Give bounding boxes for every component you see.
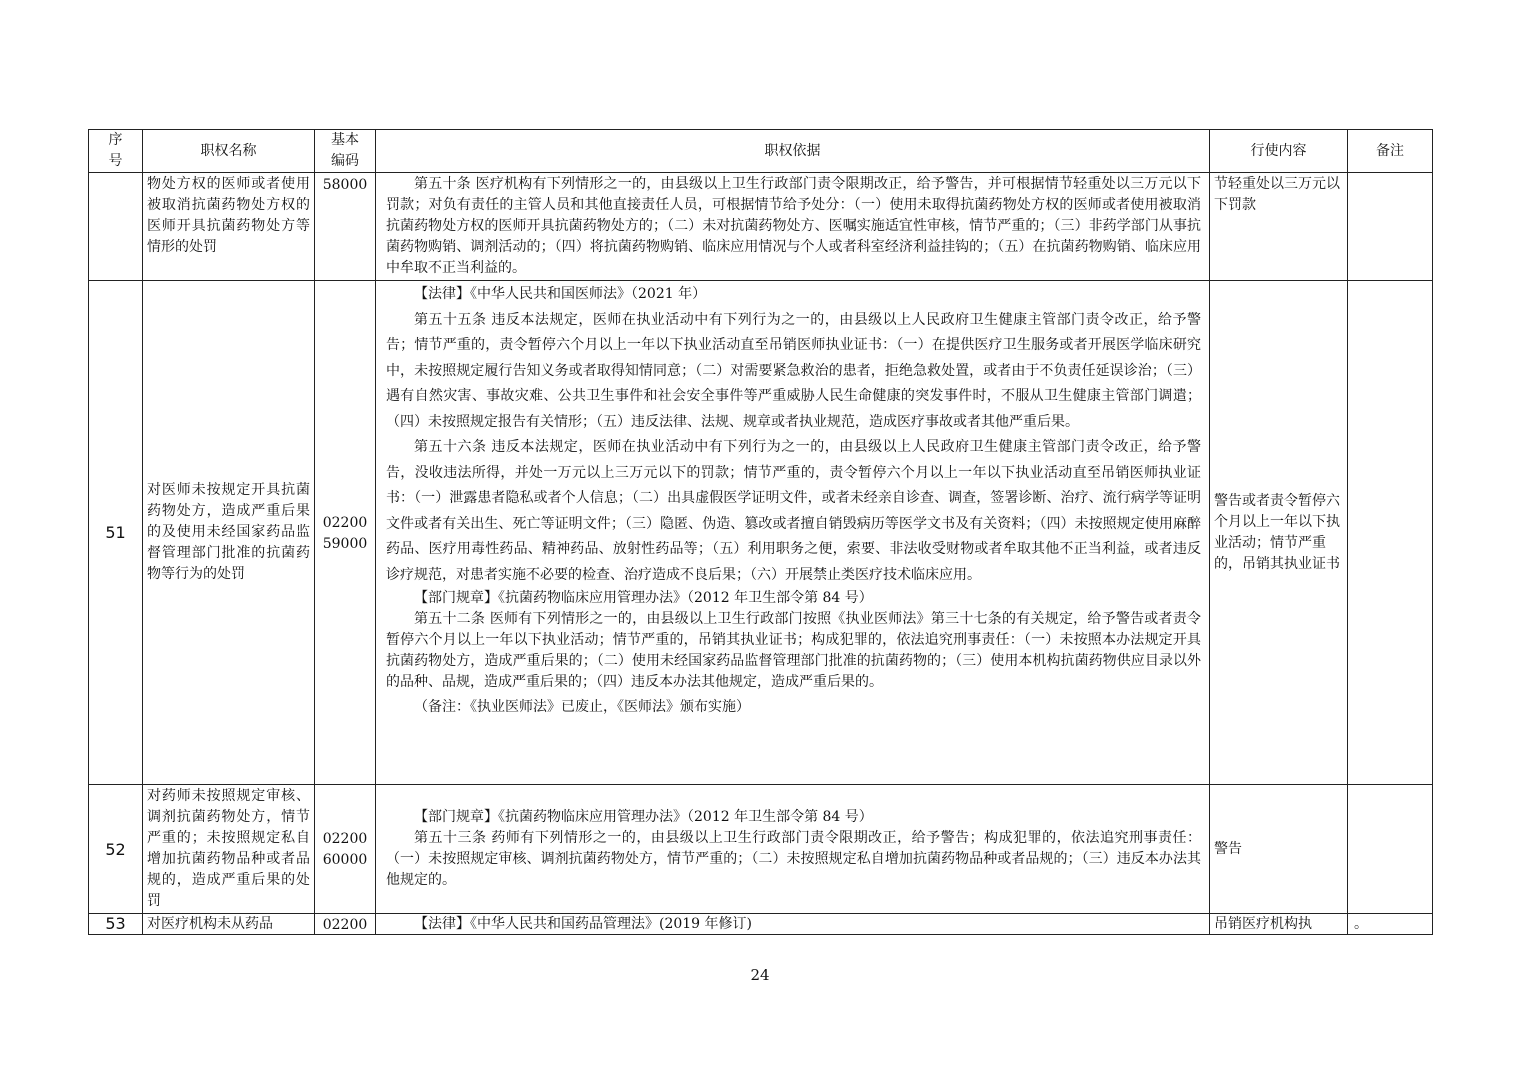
header-seq-line1: 序: [108, 132, 123, 148]
row-basis: [376, 281, 1210, 785]
row-code: [315, 785, 376, 914]
row-basis: [376, 914, 1210, 935]
table-row: [89, 785, 1433, 914]
row-code: [315, 914, 376, 935]
row-basis: [376, 785, 1210, 914]
basis-note: （备注：《执业医师法》已废止，《医师法》颁布实施）: [414, 699, 750, 715]
basis-paragraph: 第五十条 医疗机构有下列情形之一的，由县级以上卫生行政部门责令限期改正，给予警告，并可根据情节轻重处以三万元以下罚款；对负有责任的主管人员和其他直接责任人员，可根据情节给予处分：（一）使用未取得抗菌药物处方权的医师或者使用被取消抗菌药物处方权的医师开具抗菌药物处方的；（二）未对抗菌药物处方、医嘱实施适宜性审核，情节严重的；（三）非药学部门从事抗菌药物购销、调剂活动的；（四）将抗菌药物购销、临床应用情况与个人或者科室经济利益挂钩的；（五）在抗菌药物购销、临床应用中牟取不正当利益的。: [386, 176, 1201, 276]
header-name: 职权名称: [143, 130, 315, 173]
row-remark: [1348, 281, 1433, 785]
header-seq: [89, 130, 143, 173]
authority-table: [88, 129, 1433, 935]
header-row: [89, 130, 1433, 173]
row-code: [315, 281, 376, 785]
row-seq: 53: [89, 914, 143, 935]
row-code-line: 59000: [322, 535, 368, 552]
row-code-line: 02200: [322, 831, 368, 847]
row-name: 对医师未按规定开具抗菌药物处方，造成严重后果的及使用未经国家药品监督管理部门批准的抗菌药物等行为的处罚: [143, 281, 315, 785]
row-name: 对医疗机构未从药品: [143, 914, 315, 935]
row-code: [315, 173, 376, 281]
header-basis: 职权依据: [376, 130, 1210, 173]
header-action: 行使内容: [1210, 130, 1348, 173]
basis-source-title: 【法律】《中华人民共和国药品管理法》(2019 年修订): [414, 916, 753, 932]
basis-paragraph: 第五十三条 药师有下列情形之一的，由县级以上卫生行政部门责令限期改正，给予警告；构成犯罪的，依法追究刑事责任：（一）未按照规定审核、调剂抗菌药物处方，情节严重的；（二）未按照规定私自增加抗菌药物品种或者品规的；（三）违反本办法其他规定的。: [386, 830, 1201, 888]
row-basis: [376, 173, 1210, 281]
header-code-line2: 编码: [331, 153, 359, 169]
row-name: 物处方权的医师或者使用被取消抗菌药物处方权的医师开具抗菌药物处方等情形的处罚: [143, 173, 315, 281]
header-code: [315, 130, 376, 173]
basis-paragraph: 第五十二条 医师有下列情形之一的，由县级以上卫生行政部门按照《执业医师法》第三十七条的有关规定，给予警告或者责令暂停六个月以上一年以下执业活动；情节严重的，吊销其执业证书；构成犯罪的，依法追究刑事责任：（一）未按照本办法规定开具抗菌药物处方，造成严重后果的；（二）使用未经国家药品监督管理部门批准的抗菌药物的；（三）使用本机构抗菌药物供应目录以外的品种、品规，造成严重后果的；（四）违反本办法其他规定，造成严重后果的。: [386, 611, 1201, 690]
row-code-line: 60000: [322, 852, 368, 868]
basis-source-title: 【法律】《中华人民共和国医师法》（2021 年）: [414, 286, 707, 302]
row-action: 节轻重处以三万元以下罚款: [1210, 173, 1348, 281]
basis-source-title: 【部门规章】《抗菌药物临床应用管理办法》（2012 年卫生部令第 84 号）: [414, 809, 873, 825]
row-seq: [89, 173, 143, 281]
basis-paragraph: 第五十五条 违反本法规定，医师在执业活动中有下列行为之一的，由县级以上人民政府卫生健康主管部门责令改正，给予警告；情节严重的，责令暂停六个月以上一年以下执业活动直至吊销医师执业证书：（一）在提供医疗卫生服务或者开展医学临床研究中，未按照规定履行告知义务或者取得知情同意；（二）对需要紧急救治的患者，拒绝急救处置，或者由于不负责任延误诊治；（三）遇有自然灾害、事故灾难、公共卫生事件和社会安全事件等严重威胁人民生命健康的突发事件时，不服从卫生健康主管部门调遣；（四）未按照规定报告有关情形；（五）违反法律、法规、规章或者执业规范，造成医疗事故或者其他严重后果。: [386, 311, 1201, 430]
row-action: 吊销医疗机构执: [1210, 914, 1348, 935]
row-seq: 51: [89, 281, 143, 785]
row-code-line: 02200: [322, 514, 368, 531]
header-seq-line2: 号: [108, 153, 123, 169]
table-row: [89, 173, 1433, 281]
row-action: 警告或者责令暂停六个月以上一年以下执业活动；情节严重的，吊销其执业证书: [1210, 281, 1348, 785]
row-remark: [1348, 173, 1433, 281]
header-remark: 备注: [1348, 130, 1433, 173]
basis-source-title: 【部门规章】《抗菌药物临床应用管理办法》（2012 年卫生部令第 84 号）: [414, 590, 873, 606]
row-code-line: 58000: [322, 177, 368, 193]
table-row: [89, 281, 1433, 785]
page-number: 24: [750, 966, 770, 984]
row-remark: [1348, 785, 1433, 914]
row-code-line: 02200: [322, 917, 368, 933]
basis-paragraph: 第五十六条 违反本法规定，医师在执业活动中有下列行为之一的，由县级以上人民政府卫生健康主管部门责令改正，给予警告，没收违法所得，并处一万元以上三万元以下的罚款；情节严重的，责令暂停六个月以上一年以下执业活动直至吊销医师执业证书：（一）泄露患者隐私或者个人信息；（二）出具虚假医学证明文件，或者未经亲自诊查、调查，签署诊断、治疗、流行病学等证明文件或者有关出生、死亡等证明文件；（三）隐匿、伪造、篡改或者擅自销毁病历等医学文书及有关资料；（四）未按照规定使用麻醉药品、医疗用毒性药品、精神药品、放射性药品等；（五）利用职务之便，索要、非法收受财物或者牟取其他不正当利益，或者违反诊疗规范，对患者实施不必要的检查、治疗造成不良后果；（六）开展禁止类医疗技术临床应用。: [386, 439, 1201, 583]
row-seq: 52: [89, 785, 143, 914]
row-remark: 。: [1348, 914, 1433, 935]
row-name: 对药师未按照规定审核、调剂抗菌药物处方，情节严重的；未按照规定私自增加抗菌药物品种或者品规的，造成严重后果的处罚: [143, 785, 315, 914]
header-code-line1: 基本: [331, 132, 359, 148]
row-action: 警告: [1210, 785, 1348, 914]
table-row: [89, 914, 1433, 935]
